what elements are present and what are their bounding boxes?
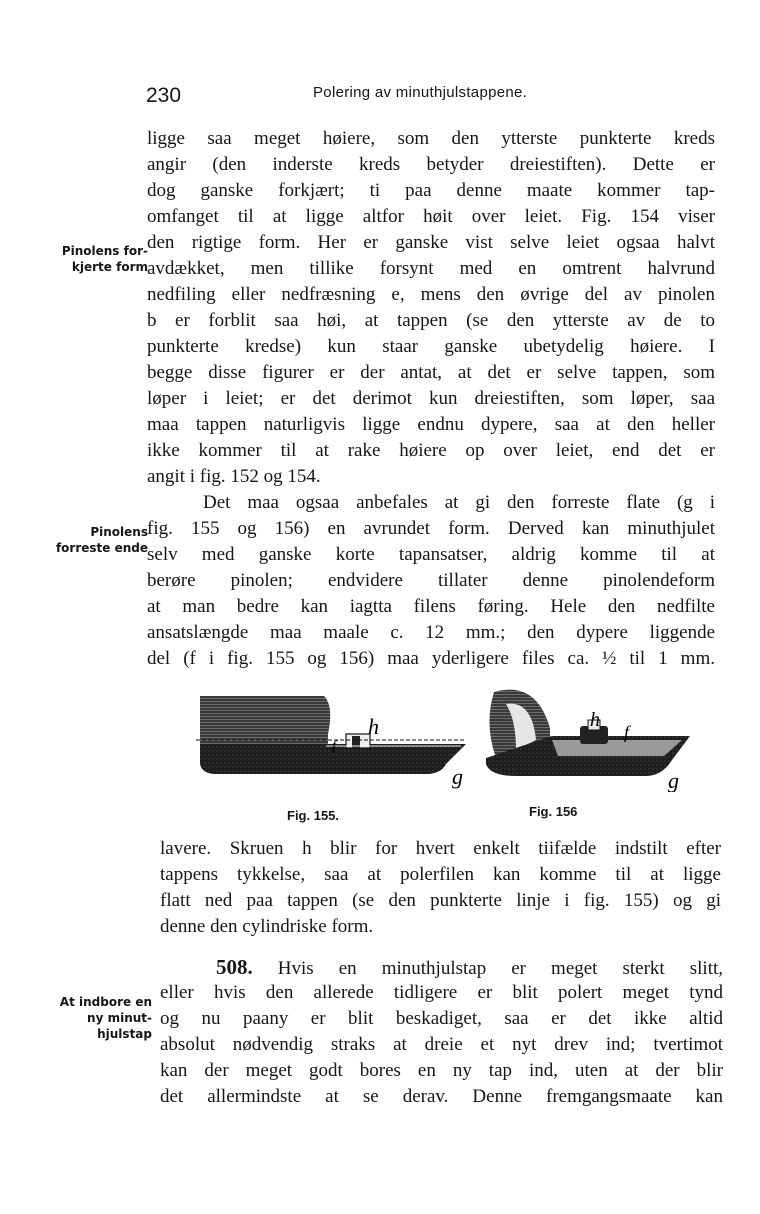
text-line: og nu paany er blit beskadiget, saa er det ikke altid [160,1008,723,1029]
file-flat [552,740,682,756]
label-f: f [624,722,630,742]
body-text-lower [160,836,721,940]
text-line: selv med ganske korte tapansatser, aldrig komme til at [147,544,715,565]
figure-156-illustration [476,684,694,792]
label-h: h [590,709,600,731]
text-line: Det maa ogsaa anbefales at gi den forreste flate (g i [203,492,715,513]
text-line: løper i leiet; er det derimot kun dreiestiften, som løper, saa [147,388,715,409]
margin-note-line: At indbore en [59,995,152,1009]
text-line: ansatslængde maa maale c. 12 mm.; den dypere liggende [147,622,715,643]
page-number: 230 [146,84,182,107]
margin-note-line: Pinolens [90,525,148,539]
text-line: maa tappen naturligvis ligge endnu dypere, saa at den heller [147,414,715,435]
margin-note-line: kjerte form [71,260,148,274]
text-line: ligge saa meget høiere, som den ytterste punkterte kreds [147,128,715,149]
text-line: fig. 155 og 156) en avrundet form. Derved kan minuthjulet [147,518,715,539]
margin-note-line: Pinolens for- [61,244,148,258]
figure-155-illustration [196,694,474,790]
margin-note-pinolens-ende [40,524,148,556]
pinole-upper-body [200,696,330,744]
margin-note-pinolens-form [36,243,148,275]
label-f: f [332,739,336,754]
text-line: angir (den inderste kreds betyder dreiestiften). Dette er [147,154,715,175]
text-line: punkterte kredse) kun staar ganske ubetydelig høiere. I [147,336,715,357]
text-line: absolut nødvendig straks at dreie et nyt drev ind; tvertimot [160,1034,723,1055]
text-line [160,954,723,980]
text-line: at man bedre kan iagtta filens føring. Hele den nedfilte [147,596,715,617]
label-g: g [452,764,463,789]
body-text-upper [147,126,715,672]
margin-note-indbore [52,994,152,1042]
text-line: flatt ned paa tappen (se den punkterte linje i fig. 155) og gi [160,890,721,911]
text-line: omfanget til at ligge altfor høit over leiet. Fig. 154 viser [147,206,715,227]
text-line: den rigtige form. Her er ganske vist selve leiet ogsaa halvt [147,232,715,253]
text-line: dog ganske forkjært; ti paa denne maate kommer tap- [147,180,715,201]
text-line: berøre pinolen; endvidere tillater denne pinolendeform [147,570,715,591]
text-line: ikke kommer til at rake høiere op over leiet, end det er [147,440,715,461]
section-508 [160,954,723,1110]
text-line: lavere. Skruen h blir for hvert enkelt tiifælde indstilt efter [160,838,721,859]
text-line: avdækket, men tillike forsynt med en omtrent halvrund [147,258,715,279]
margin-note-line: hjulstap [97,1027,152,1041]
label-h: h [368,714,379,739]
text-line: tappens tykkelse, saa at polerfilen kan komme til at ligge [160,864,721,885]
text-line: kan der meget godt bores en ny tap ind, uten at der blir [160,1060,723,1081]
section-first-line: Hvis en minuthjulstap er meget sterkt slitt, [277,958,724,979]
text-line: del (f i fig. 155 og 156) maa yderligere files ca. ½ til 1 mm. [147,648,715,669]
label-g: g [668,768,679,792]
figure-156-caption: Fig. 156 [529,804,578,819]
text-line: begge disse figurer er der antat, at det er selve tappen, som [147,362,715,383]
text-line: b er forblit saa høi, at tappen (se den ytterste av de to [147,310,715,331]
section-number: 508. [216,955,253,979]
text-line: eller hvis den allerede tidligere er blit polert meget tynd [160,982,723,1003]
figure-155-caption: Fig. 155. [287,808,340,823]
text-line: denne den cylindriske form. [160,916,374,937]
text-line: nedfiling eller nedfræsning e, mens den øvrige del av pinolen [147,284,715,305]
text-line: det allermindste at se derav. Denne fremgangsmaate kan [160,1086,723,1107]
running-title: Polering av minuthjulstappene. [313,84,528,101]
margin-note-line: ny minut- [87,1011,152,1025]
text-line: angit i fig. 152 og 154. [147,466,321,487]
margin-note-line: forreste ende [55,541,148,555]
